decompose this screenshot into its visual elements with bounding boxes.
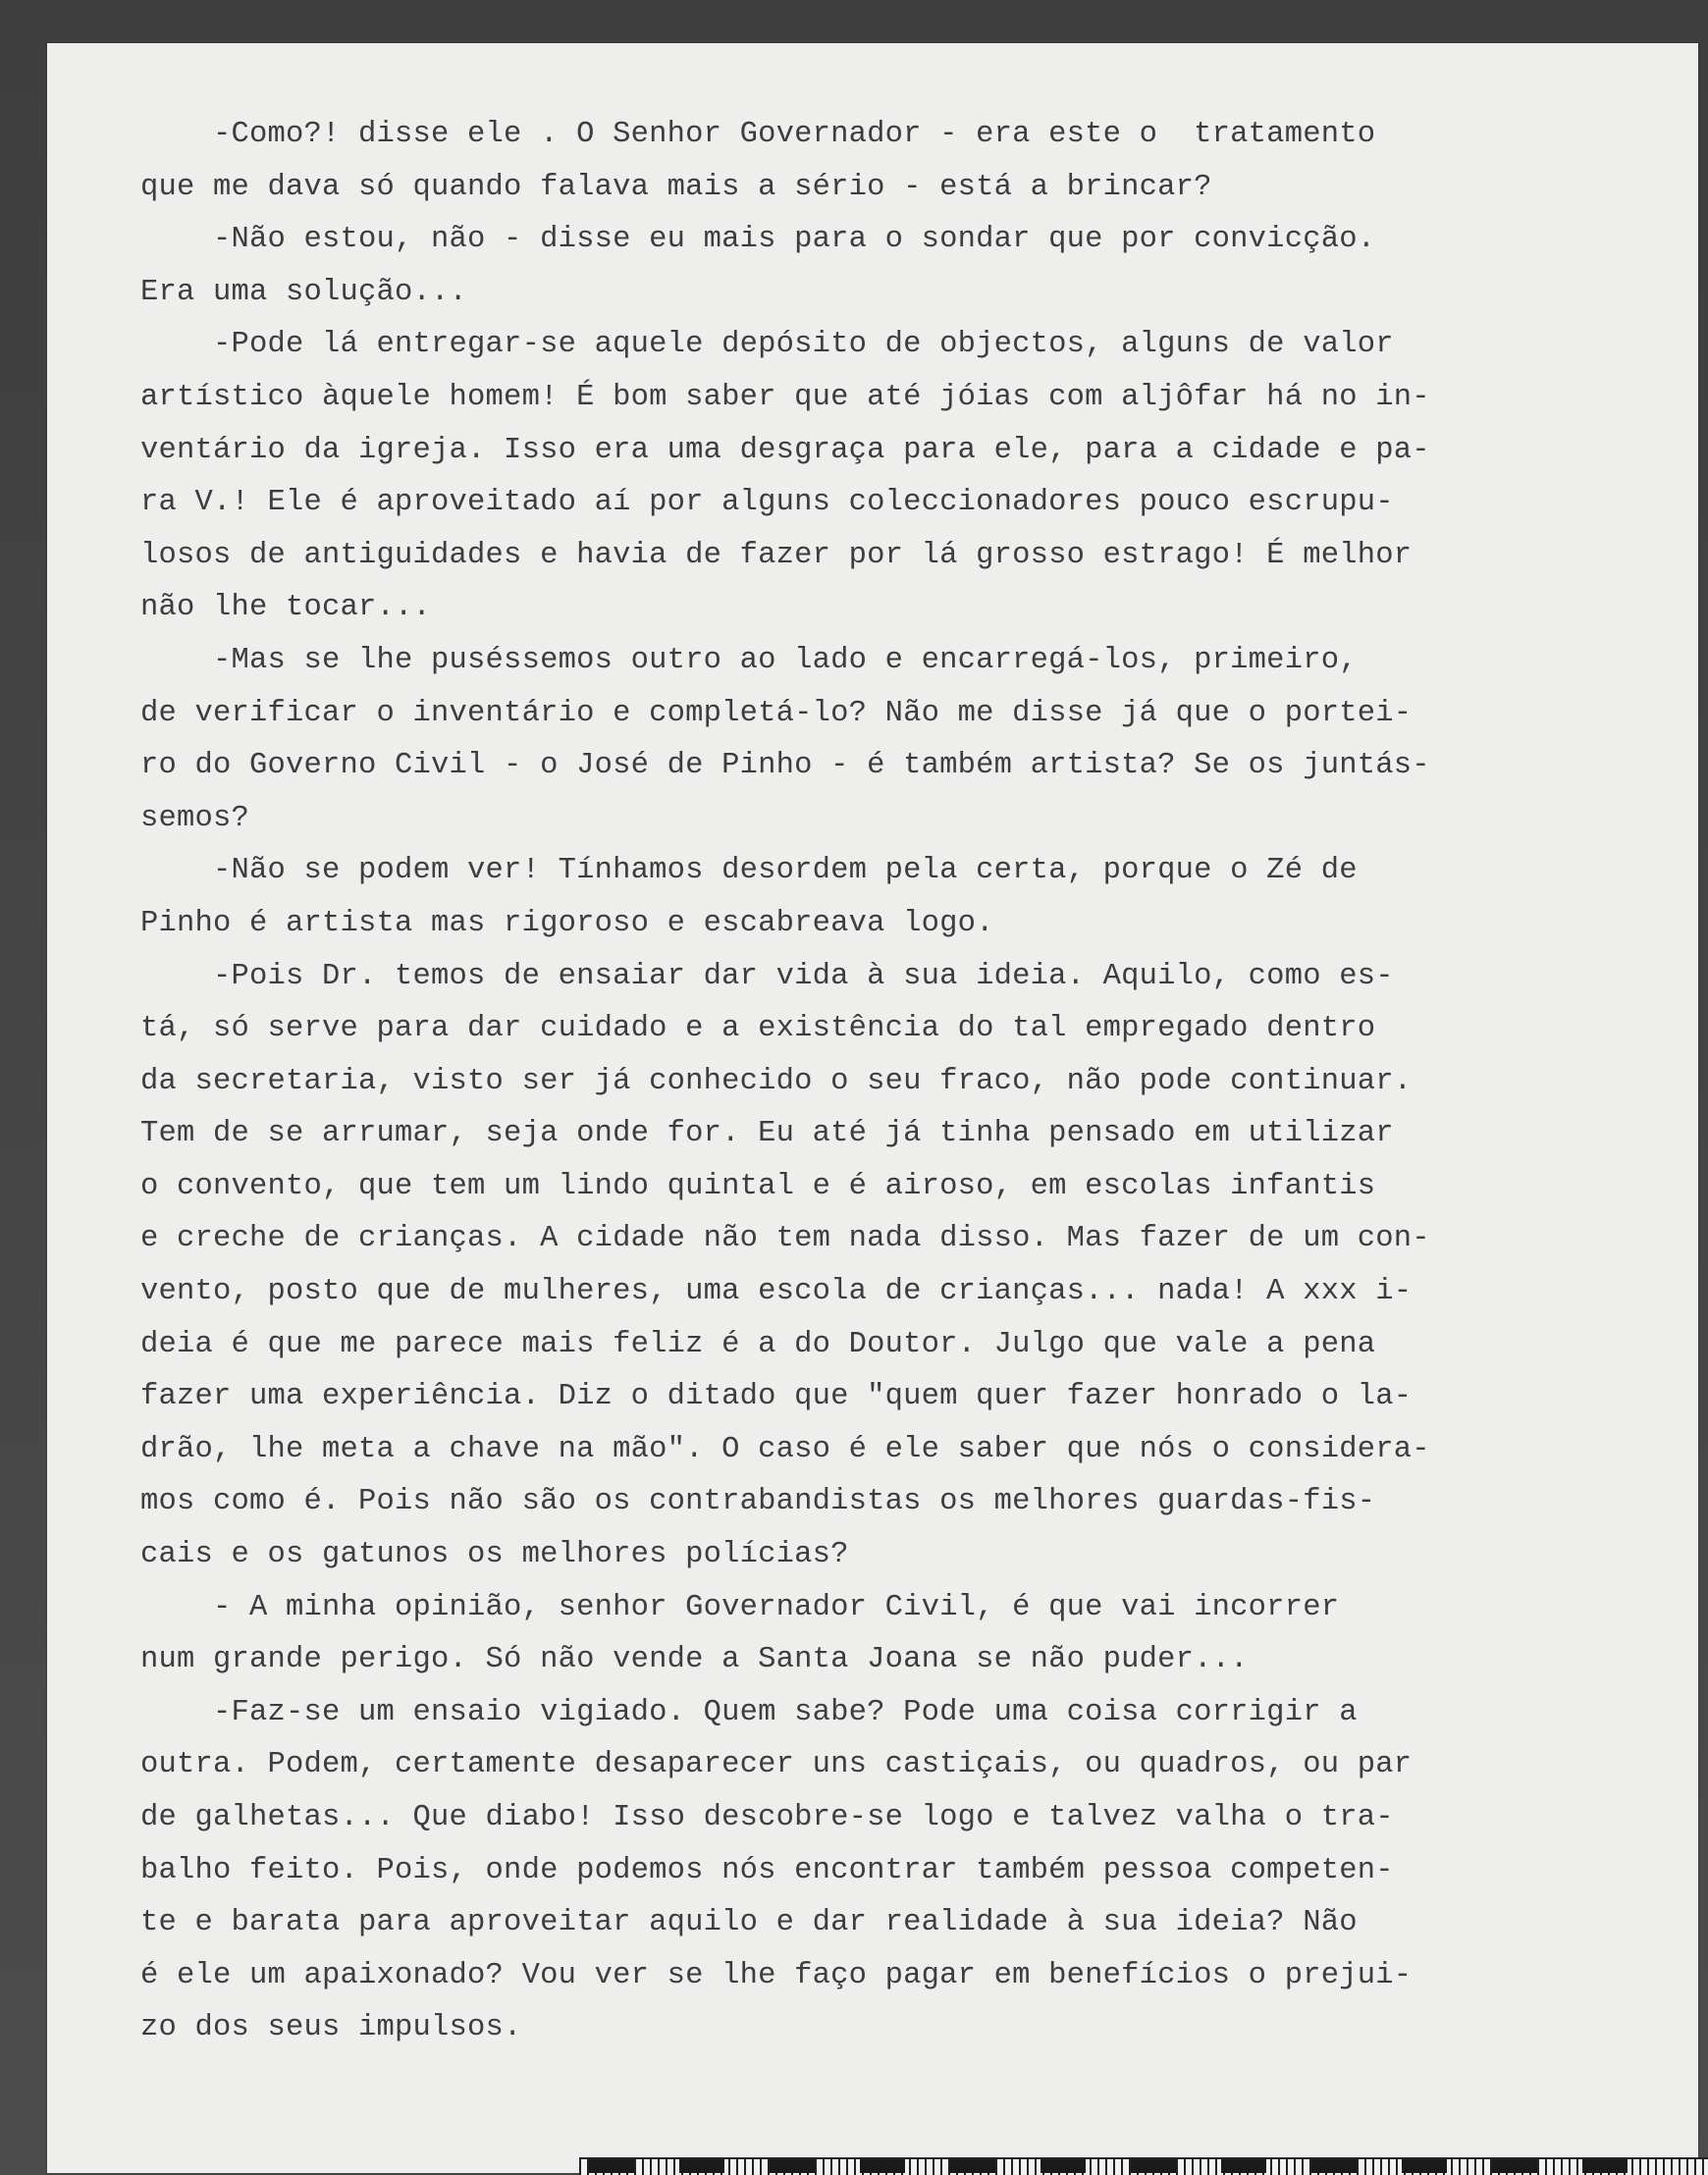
ruler-segment (1311, 2159, 1357, 2173)
ruler-segment (1402, 2159, 1447, 2173)
text-line: -Pois Dr. temos de ensaiar dar vida à sua ideia. Aquilo, como es- (140, 959, 1394, 993)
text-line: outra. Podem, certamente desaparecer uns castiçais, ou quadros, ou par (140, 1748, 1413, 1782)
text-line: de galhetas... Que diabo! Isso descobre-se logo e talvez valha o tra- (140, 1801, 1394, 1834)
text-line: cais e os gatunos os melhores polícias? (140, 1538, 849, 1572)
text-line: fazer uma experiência. Diz o ditado que "quem quer fazer honrado o la- (140, 1380, 1413, 1414)
text-line: losos de antiguidades e havia de fazer por lá grosso estrago! É melhor (140, 538, 1413, 572)
text-line: artístico àquele homem! É bom saber que até jóias com aljôfar há no in- (140, 380, 1430, 414)
ruler-segment (770, 2159, 815, 2173)
ruler-segment (1582, 2159, 1628, 2173)
text-line: - A minha opinião, senhor Governador Civil, é que vai incorrer (140, 1590, 1340, 1624)
text-line: e creche de crianças. A cidade não tem nada disso. Mas fazer de um con- (140, 1222, 1430, 1256)
text-line: -Mas se lhe puséssemos outro ao lado e encarregá-los, primeiro, (140, 643, 1358, 677)
text-line: -Faz-se um ensaio vigiado. Quem sabe? Pode uma coisa corrigir a (140, 1695, 1358, 1729)
ruler-segment (1221, 2159, 1266, 2173)
text-line: zo dos seus impulsos. (140, 2011, 522, 2045)
text-line: da secretaria, visto ser já conhecido o seu fraco, não pode continuar. (140, 1064, 1413, 1098)
text-line: -Pode lá entregar-se aquele depósito de objectos, alguns de valor (140, 328, 1394, 362)
text-line: Pinho é artista mas rigoroso e escabreava logo. (140, 906, 994, 940)
text-line: te e barata para aproveitar aquilo e dar realidade à sua ideia? Não (140, 1906, 1358, 1940)
text-line: não lhe tocar... (140, 591, 432, 625)
typed-text-block (140, 109, 1574, 2055)
text-line: ra V.! Ele é aproveitado aí por alguns coleccionadores pouco escrupu- (140, 486, 1394, 520)
text-line: ventário da igreja. Isso era uma desgraça para ele, para a cidade e pa- (140, 433, 1430, 467)
ruler-segment (860, 2159, 905, 2173)
text-line: o convento, que tem um lindo quintal e é airoso, em escolas infantis (140, 1169, 1376, 1203)
text-line: ro do Governo Civil - o José de Pinho - é também artista? Se os juntás- (140, 749, 1430, 783)
text-line: de verificar o inventário e completá-lo? Não me disse já que o portei- (140, 696, 1413, 730)
ruler-segment (950, 2159, 995, 2173)
text-line: vento, posto que de mulheres, uma escola de crianças... nada! A xxx i- (140, 1275, 1413, 1309)
text-line: num grande perigo. Só não vende a Santa Joana se não puder... (140, 1643, 1249, 1677)
text-line: balho feito. Pois, onde podemos nós encontrar também pessoa competen- (140, 1853, 1394, 1887)
ruler-segment (589, 2159, 634, 2173)
ruler-segment (1041, 2159, 1086, 2173)
text-line: mos como é. Pois não são os contrabandistas os melhores guardas-fis- (140, 1485, 1376, 1519)
ruler-segment (1492, 2159, 1537, 2173)
text-line: é ele um apaixonado? Vou ver se lhe faço pagar em benefícios o prejui- (140, 1958, 1413, 1992)
text-line: -Como?! disse ele . O Senhor Governador - era este o tratamento (140, 118, 1376, 151)
text-line: que me dava só quando falava mais a sério - está a brincar? (140, 170, 1212, 204)
text-line: Tem de se arrumar, seja onde for. Eu até já tinha pensado em utilizar (140, 1117, 1394, 1151)
text-line: -Não estou, não - disse eu mais para o sondar que por convicção. (140, 223, 1376, 257)
text-line: -Não se podem ver! Tínhamos desordem pela certa, porque o Zé de (140, 854, 1358, 888)
text-line: tá, só serve para dar cuidado e a existência do tal empregado dentro (140, 1012, 1376, 1046)
text-line: drão, lhe meta a chave na mão". O caso é ele saber que nós o considera- (140, 1432, 1430, 1466)
text-line: semos? (140, 801, 250, 835)
ruler-segment (679, 2159, 724, 2173)
text-line: deia é que me parece mais feliz é a do Doutor. Julgo que vale a pena (140, 1327, 1376, 1361)
text-line: Era uma solução... (140, 275, 468, 309)
ruler-segment (1131, 2159, 1176, 2173)
